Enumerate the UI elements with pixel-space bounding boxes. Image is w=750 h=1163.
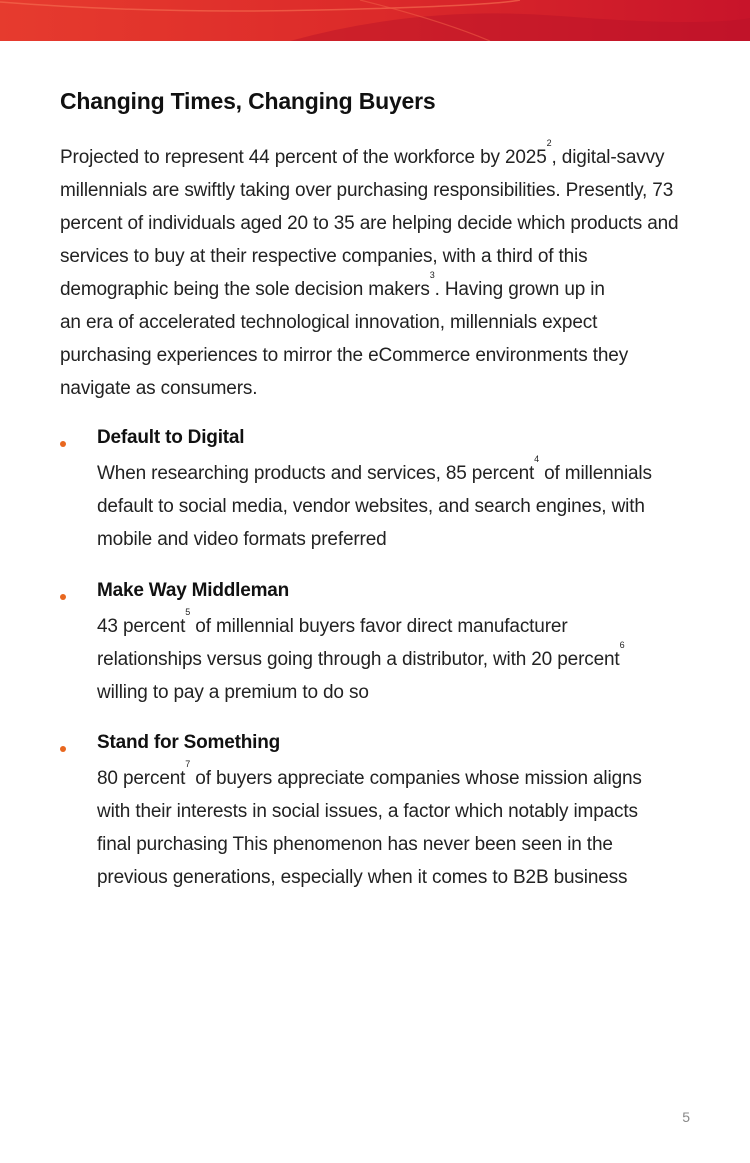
footnote-ref: 7: [185, 759, 191, 769]
bullet-body: When researching products and services, 85 percent$^4$ of millennials default to social media, vendor websites, and search engines, with mobile and video formats preferred: [97, 454, 652, 550]
bullet-dot-icon: [60, 746, 66, 752]
page-number: 5: [682, 1109, 690, 1125]
banner-graphic: [0, 0, 750, 41]
bullet-heading: Make Way Middleman: [97, 580, 290, 601]
bullet-body: 80 percent$^7$ of buyers appreciate companies whose mission aligns with their interests in social issues, a factor which notably impacts final purchasing This phenomenon has never been seen in the previous generations, especially when it comes to B2B business: [97, 759, 642, 888]
footnote-ref: 2: [546, 138, 552, 148]
footnote-ref: 3: [429, 270, 435, 280]
bullet-dot-icon: [60, 441, 66, 447]
footnote-ref: 6: [619, 640, 625, 650]
footnote-ref: 4: [534, 454, 539, 464]
header-banner: [0, 0, 750, 41]
bullet-body: 43 percent$^5$ of millennial buyers favor direct manufacturer relationships versus going through a distributor, with 20 percent$^6$ willing to pay a premium to do so: [97, 607, 625, 703]
footnote-ref: 5: [185, 607, 191, 617]
bullet-heading: Default to Digital: [97, 427, 245, 448]
bullet-dot-icon: [60, 594, 66, 600]
bullet-heading: Stand for Something: [97, 732, 281, 753]
section-title: Changing Times, Changing Buyers: [60, 88, 436, 114]
intro-paragraph: Projected to represent 44 percent of the workforce by 2025$^2$, digital-savvy millennials are swiftly taking over purchasing responsibilities. Presently, 73 percent of individuals aged 20 to 35 are helping decide which products and services to buy at their respective companies, with a third of this demographic being the sole decision makers$^3$. Having grown up in an era of accelerated technological innovation, millennials expect purchasing experiences to mirror the eCommerce environments they navigate as consumers.: [60, 138, 679, 399]
